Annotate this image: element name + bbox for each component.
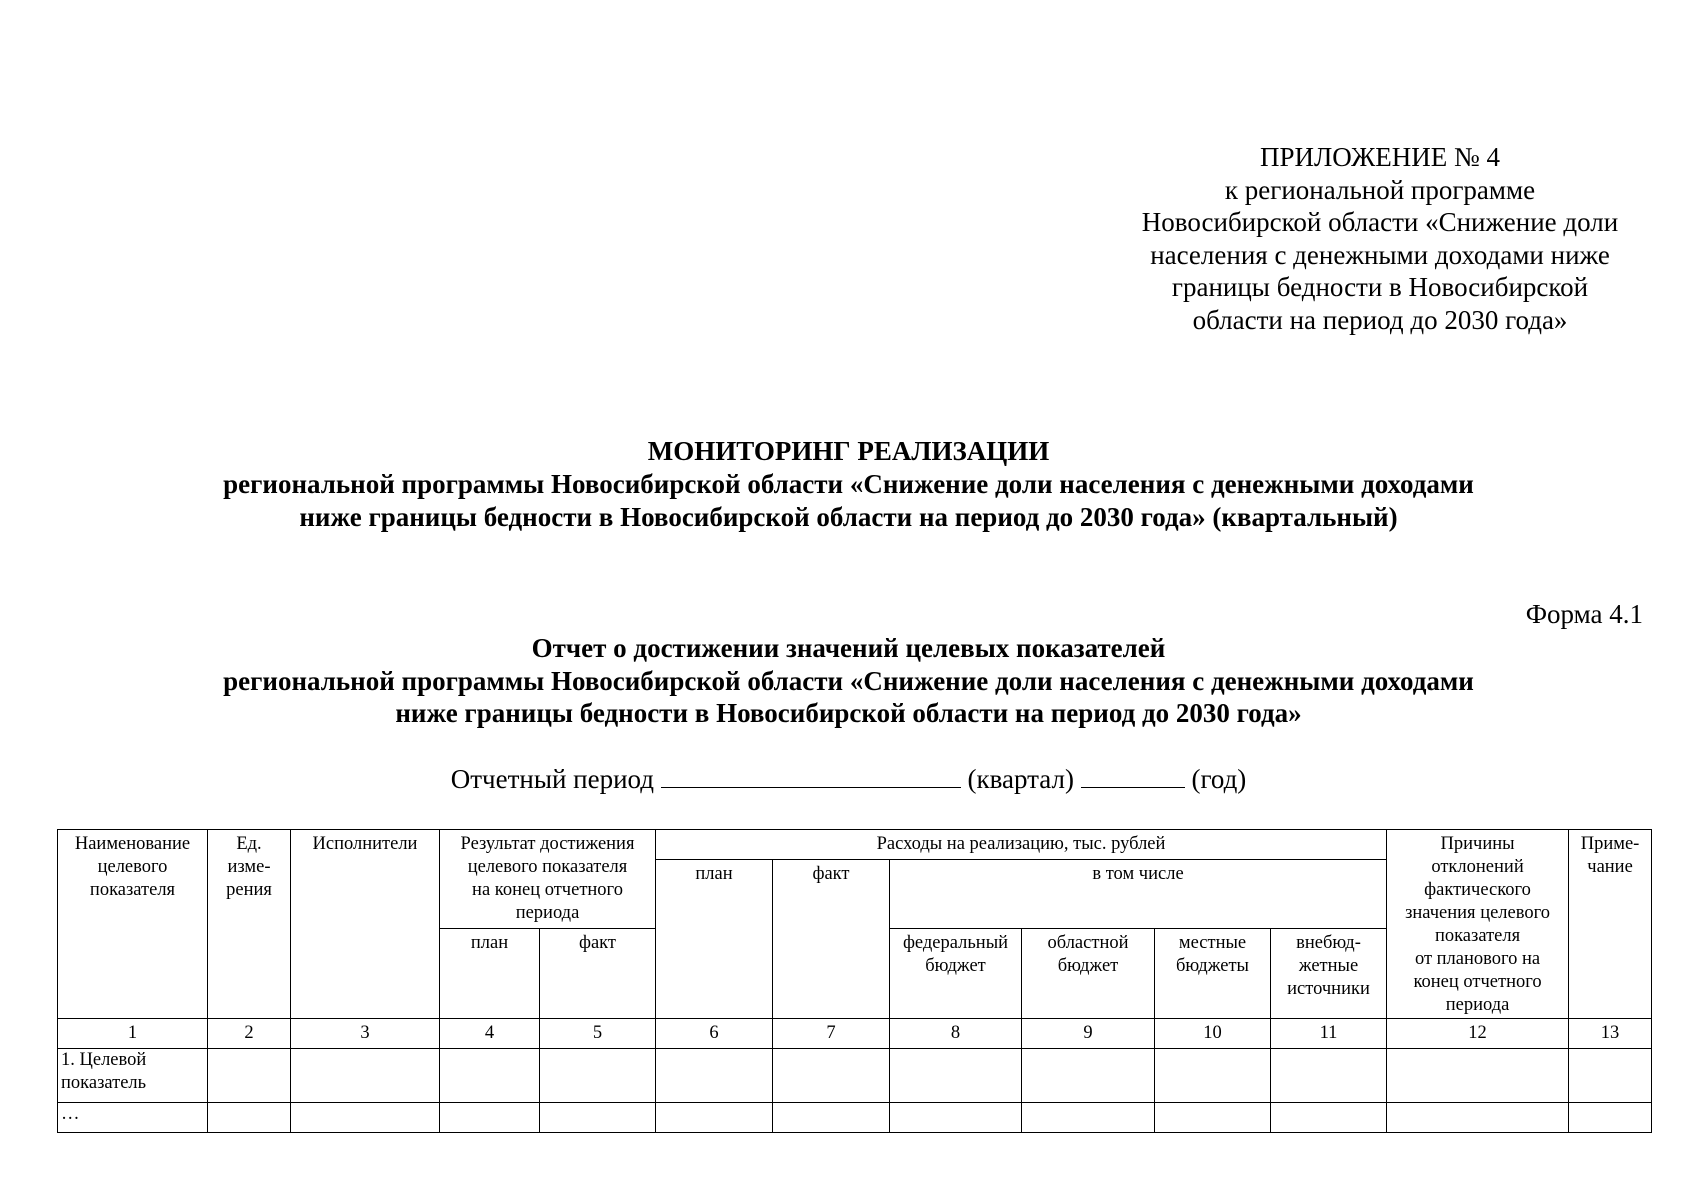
header-name-line: целевого: [97, 857, 168, 877]
table-cell[interactable]: [208, 1049, 291, 1103]
header-result: [440, 830, 656, 929]
table-cell[interactable]: [291, 1103, 440, 1133]
header-regional-line: бюджет: [1057, 956, 1119, 976]
header-extrabudget-sources: [1271, 929, 1387, 1019]
header-unit-line: изме-: [227, 857, 271, 877]
column-number: 9: [1022, 1019, 1155, 1049]
table-cell[interactable]: [1271, 1103, 1387, 1133]
table-cell[interactable]: [440, 1103, 540, 1133]
header-result-line: на конец отчетного: [472, 880, 623, 900]
table-row: [58, 1049, 1652, 1103]
header-federal-budget: [890, 929, 1022, 1019]
table-cell[interactable]: [1569, 1049, 1652, 1103]
header-unit: [208, 830, 291, 1019]
appendix-line: ПРИЛОЖЕНИЕ № 4: [1259, 142, 1501, 172]
header-local-line: бюджеты: [1176, 956, 1249, 976]
header-name: [58, 830, 208, 1019]
table-cell[interactable]: [773, 1049, 890, 1103]
header-expenses: Расходы на реализацию, тыс. рублей: [656, 830, 1387, 860]
header-executors: Исполнители: [291, 830, 440, 1019]
report-title-line: Отчет о достижении значений целевых показателей: [531, 633, 1166, 663]
column-number: 2: [208, 1019, 291, 1049]
table-row: [58, 1103, 1652, 1133]
header-reasons-line: показателя: [1434, 926, 1521, 946]
monitoring-title-line: ниже границы бедности в Новосибирской области на период до 2030 года» (квартальный): [299, 502, 1398, 532]
table-cell[interactable]: [890, 1103, 1022, 1133]
row-ellipsis: …: [58, 1103, 208, 1133]
quarter-label: (квартал): [967, 764, 1074, 794]
column-number: 8: [890, 1019, 1022, 1049]
header-result-fact: факт: [540, 929, 656, 1019]
header-note: [1569, 830, 1652, 1019]
header-including: в том числе: [890, 860, 1387, 929]
header-result-line: Результат достижения: [460, 834, 635, 854]
header-regional-line: областной: [1047, 933, 1129, 953]
header-note-line: чание: [1587, 857, 1633, 877]
header-name-line: показателя: [89, 880, 176, 900]
column-number: 1: [58, 1019, 208, 1049]
table-cell[interactable]: [1387, 1103, 1569, 1133]
header-note-line: Приме-: [1580, 834, 1640, 854]
header-reasons: [1387, 830, 1569, 1019]
header-reasons-line: отклонений: [1431, 857, 1524, 877]
row-indicator-name: [58, 1049, 208, 1103]
header-federal-line: федеральный: [902, 933, 1009, 953]
table-cell[interactable]: [1271, 1049, 1387, 1103]
table-cell[interactable]: [440, 1049, 540, 1103]
header-regional-budget: [1022, 929, 1155, 1019]
monitoring-title: [0, 435, 1697, 534]
column-number-row: [58, 1019, 1652, 1049]
appendix-line: к региональной программе: [1224, 174, 1536, 205]
header-extrabudget-line: жетные: [1298, 956, 1359, 976]
table-cell[interactable]: [656, 1103, 773, 1133]
table-cell[interactable]: [890, 1049, 1022, 1103]
table-cell[interactable]: [540, 1049, 656, 1103]
header-expenses-plan: план: [656, 860, 773, 1019]
header-reasons-line: периода: [1445, 995, 1510, 1015]
table-cell[interactable]: [540, 1103, 656, 1133]
column-number: 6: [656, 1019, 773, 1049]
year-blank-field[interactable]: [1081, 763, 1185, 788]
column-number: 12: [1387, 1019, 1569, 1049]
table-cell[interactable]: [773, 1103, 890, 1133]
row-indicator-line: показатель: [61, 1073, 147, 1093]
header-extrabudget-line: внебюд-: [1296, 933, 1361, 953]
header-unit-line: рения: [226, 880, 272, 900]
header-unit-line: Ед.: [236, 834, 262, 854]
form-number: Форма 4.1: [1525, 599, 1643, 629]
table-cell[interactable]: [1155, 1049, 1271, 1103]
header-reasons-line: значения целевого: [1405, 903, 1550, 923]
table-cell[interactable]: [291, 1049, 440, 1103]
appendix-line: границы бедности в Новосибирской: [1171, 272, 1589, 302]
table-cell[interactable]: [208, 1103, 291, 1133]
table-cell[interactable]: [1155, 1103, 1271, 1133]
header-reasons-line: Причины: [1440, 834, 1515, 854]
header-result-line: периода: [515, 903, 580, 923]
row-indicator-line: 1. Целевой: [61, 1050, 147, 1070]
column-number: 11: [1271, 1019, 1387, 1049]
header-federal-line: бюджет: [925, 956, 986, 976]
appendix-line: населения с денежными доходами ниже: [1150, 239, 1610, 270]
report-title-line: ниже границы бедности в Новосибирской области на период до 2030 года»: [395, 698, 1302, 728]
header-expenses-fact: факт: [773, 860, 890, 1019]
appendix-block: [1120, 141, 1640, 336]
column-number: 13: [1569, 1019, 1652, 1049]
column-number: 10: [1155, 1019, 1271, 1049]
quarter-blank-field[interactable]: [661, 763, 961, 788]
report-title: [0, 632, 1697, 730]
appendix-line: области на период до 2030 года»: [1192, 304, 1568, 335]
header-result-plan: план: [440, 929, 540, 1019]
table-cell[interactable]: [1387, 1049, 1569, 1103]
column-number: 5: [540, 1019, 656, 1049]
year-label: (год): [1191, 764, 1247, 794]
monitoring-title-line: МОНИТОРИНГ РЕАЛИЗАЦИИ: [647, 436, 1050, 466]
appendix-line: Новосибирской области «Снижение доли: [1141, 207, 1619, 237]
table-cell[interactable]: [1022, 1103, 1155, 1133]
column-number: 4: [440, 1019, 540, 1049]
table-cell[interactable]: [1022, 1049, 1155, 1103]
table-cell[interactable]: [1569, 1103, 1652, 1133]
header-name-line: Наименование: [74, 834, 191, 854]
monitoring-title-line: региональной программы Новосибирской области «Снижение доли населения с денежными доходами: [223, 469, 1474, 499]
column-number: 7: [773, 1019, 890, 1049]
report-table: [57, 829, 1652, 1133]
column-number: 3: [291, 1019, 440, 1049]
header-reasons-line: от планового на: [1414, 949, 1541, 969]
table-cell[interactable]: [656, 1049, 773, 1103]
header-result-line: целевого показателя: [467, 857, 628, 877]
report-title-line: региональной программы Новосибирской области «Снижение доли населения с денежными доходами: [223, 665, 1474, 696]
header-reasons-line: фактического: [1424, 880, 1531, 900]
header-reasons-line: конец отчетного: [1413, 972, 1542, 992]
header-local-line: местные: [1178, 933, 1247, 953]
header-extrabudget-line: источники: [1287, 979, 1370, 999]
reporting-period: [0, 762, 1697, 796]
period-label: Отчетный период: [450, 764, 654, 794]
header-local-budgets: [1155, 929, 1271, 1019]
